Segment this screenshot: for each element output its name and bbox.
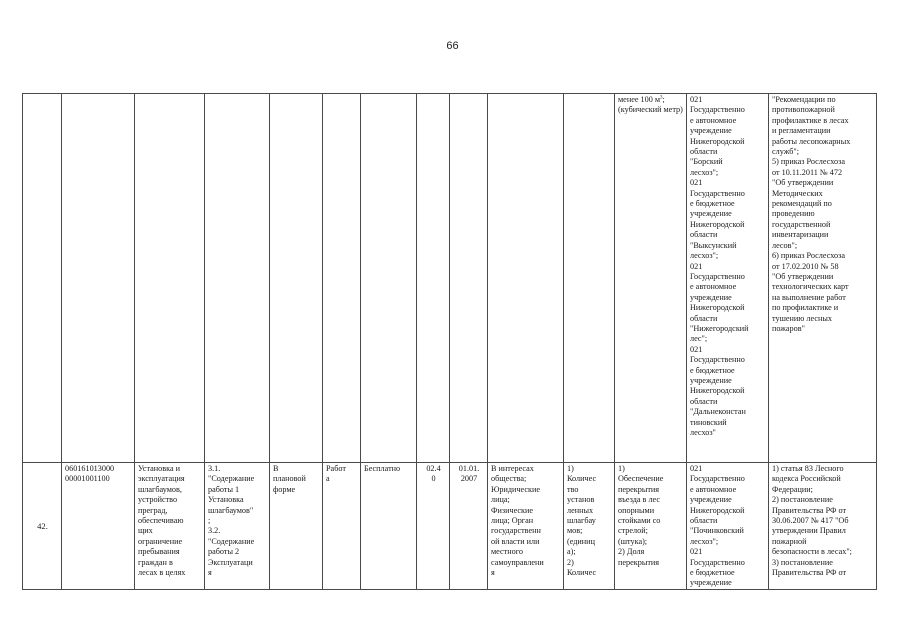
indicator-cell: 1) Количес тво установ ленных шлагбау мов; (единиц а); 2) Количес	[564, 463, 615, 590]
table-row	[23, 94, 877, 463]
page-number: 66	[446, 40, 459, 52]
row-number-cell: 42.	[23, 463, 62, 590]
date-cell	[450, 94, 488, 463]
work-content-cell: 3.1. "Содержание работы 1 Установка шлагбаумов" ; 3.2. "Содержание работы 2 Эксплуатаци я	[205, 463, 270, 590]
condition-cell: В плановой форме	[270, 463, 323, 590]
consumers-cell: В интересах общества; Юридические лица; Физические лица; Орган государственн ой власти или местного самоуправлени я	[488, 463, 564, 590]
row-number-cell	[23, 94, 62, 463]
indicator-cell	[564, 94, 615, 463]
legal-acts-cell: 1) статья 83 Лесного кодекса Российской Федерации; 2) постановление Правительства РФ от 30.06.2007 № 417 "Об утверждении Правил пожарной безопасности в лесах"; 3) постановление Правительства РФ от	[769, 463, 877, 590]
okved-cell: 02.4 0	[417, 463, 450, 590]
payment-cell	[361, 94, 417, 463]
okved-cell	[417, 94, 450, 463]
institutions-cell: 021 Государственно е автономное учреждение Нижегородской области "Борский лесхоз"; 021 Государственно е бюджетное учреждение Нижегородской области "Выксунский лесхоз"; 021 Государственно е автономное учреждение Нижегородской области "Нижегородский лес"; 021 Государственно е бюджетное учреждение Нижегородской области "Дальнеконстан тиновский лесхоз"	[687, 94, 769, 463]
registry-code-cell	[62, 94, 135, 463]
work-name-cell	[135, 94, 205, 463]
indicator-value-superscript: 3	[660, 95, 663, 101]
consumers-cell	[488, 94, 564, 463]
services-registry-table	[22, 93, 877, 590]
date-cell: 01.01. 2007	[450, 463, 488, 590]
indicator-value-unit: ; (кубический метр)	[618, 95, 683, 115]
indicator-value-text: 1) Обеспечение перекрытия въезда в лес опорными стойками со стрелой; (штука); 2) Доля перекрытия	[618, 464, 664, 567]
payment-cell: Бесплатно	[361, 463, 417, 590]
work-name-cell: Установка и эксплуатация шлагбаумов, устройство преград, обеспечиваю щих ограничение пребывания граждан в лесах в целях	[135, 463, 205, 590]
work-content-cell	[205, 94, 270, 463]
indicator-value-cell	[615, 463, 687, 590]
condition-cell	[270, 94, 323, 463]
indicator-value-text: менее 100 м	[618, 95, 661, 104]
institutions-cell: 021 Государственно е автономное учреждение Нижегородской области "Починковский лесхоз"; 021 Государственно е бюджетное учреждение	[687, 463, 769, 590]
type-cell	[323, 94, 361, 463]
legal-acts-cell: "Рекомендации по противопожарной профилактике в лесах и регламентации работы лесопожарных служб"; 5) приказ Рослесхоза от 10.11.2011 № 472 "Об утверждении Методических рекомендаций по проведению государственной инвентаризации лесов"; 6) приказ Рослесхоза от 17.02.2010 № 58 "Об утверждении технологических карт на выполнение работ по профилактике и тушению лесных пожаров"	[769, 94, 877, 463]
registry-code-cell: 060161013000 00001001100	[62, 463, 135, 590]
type-cell: Работ а	[323, 463, 361, 590]
table-row	[23, 463, 877, 590]
indicator-value-cell	[615, 94, 687, 463]
